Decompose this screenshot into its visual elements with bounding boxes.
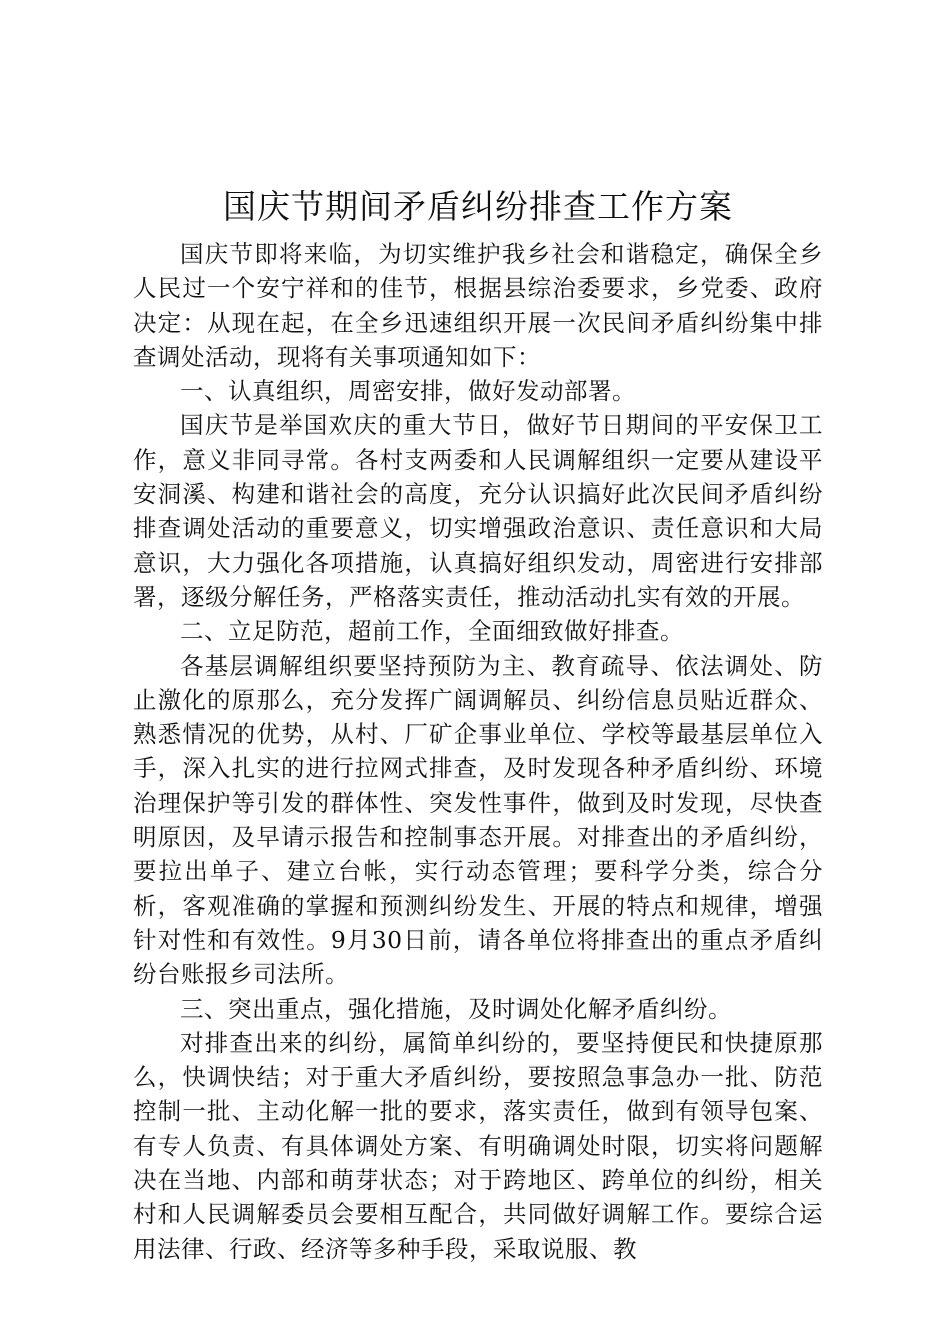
section-1-body: 国庆节是举国欢庆的重大节日，做好节日期间的平安保卫工作，意义非同寻常。各村支两委和人民调解组织一定要从建设平安洞溪、构建和谐社会的高度，充分认识搞好此次民间矛盾纠纷排查调处活动的重要意义，切实增强政治意识、责任意识和大局意识，大力强化各项措施，认真搞好组织发动，周密进行安排部署，逐级分解任务，严格落实责任，推动活动扎实有效的开展。 — [133, 411, 823, 611]
section-2-body: 各基层调解组织要坚持预防为主、教育疏导、依法调处、防止激化的原那么，充分发挥广阔调解员、纠纷信息员贴近群众、熟悉情况的优势，从村、厂矿企事业单位、学校等最基层单位入手，深入扎实的进行拉网式排查，及时发现各种矛盾纠纷、环境治理保护等引发的群体性、突发性事件，做到及时发现，尽快查明原因，及早请示报告和控制事态开展。对排查出的矛盾纠纷，要拉出单子、建立台帐，实行动态管理；要科学分类，综合分析，客观准确的掌握和预测纠纷发生、开展的特点和规律，增强针对性和有效性。9月30日前，请各单位将排查出的重点矛盾纠纷台账报乡司法所。 — [133, 651, 823, 989]
document-body — [133, 183, 823, 1266]
section-3-heading: 三、突出重点，强化措施，及时调处化解矛盾纠纷。 — [180, 994, 732, 1023]
intro-paragraph: 国庆节即将来临，为切实维护我乡社会和谐稳定，确保全乡人民过一个安宁祥和的佳节，根据县综治委要求，乡党委、政府决定：从现在起，在全乡迅速组织开展一次民间矛盾纠纷集中排查调处活动，现将有关事项通知如下： — [133, 240, 823, 371]
section-3-body: 对排查出来的纠纷，属简单纠纷的，要坚持便民和快捷原那么，快调快结；对于重大矛盾纠纷，要按照急事急办一批、防范控制一批、主动化解一批的要求，落实责任，做到有领导包案、有专人负责、有具体调处方案、有明确调处时限，切实将问题解决在当地、内部和萌芽状态；对于跨地区、跨单位的纠纷，相关村和人民调解委员会要相互配合，共同做好调解工作。要综合运用法律、行政、经济等多种手段，采取说服、教 — [133, 1028, 823, 1263]
section-2-heading: 二、立足防范，超前工作，全面细致做好排查。 — [180, 617, 684, 646]
document-title: 国庆节期间矛盾纠纷排查工作方案 — [223, 187, 733, 226]
section-1-heading: 一、认真组织，周密安排，做好发动部署。 — [180, 377, 636, 406]
